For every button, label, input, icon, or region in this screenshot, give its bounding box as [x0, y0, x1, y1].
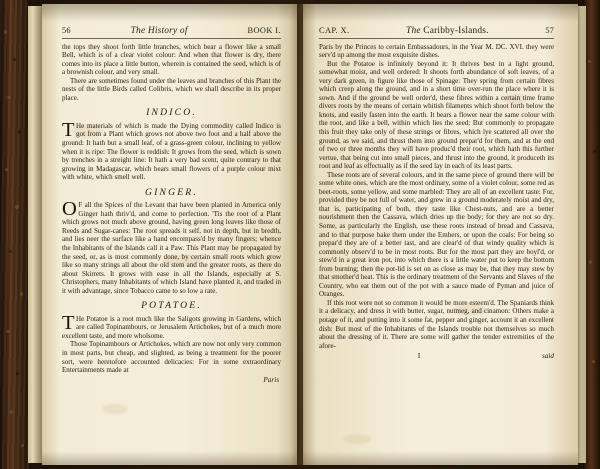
verso-head-rule	[62, 38, 281, 39]
recto-page	[303, 4, 578, 465]
recto-chapter-label: CAP. X.	[319, 26, 350, 35]
verso-running-head	[62, 26, 281, 36]
recto-paragraph: These roots are of several colours, and in the same piece of ground there will be some white ones, which are the most ordinary, some of a violet colour, some red as beet-roots, some yellow, and some marbled: They are all of an excellent taste: For, provided they be not full of water, and grew in a ground moderately moist and dry, that is, participating of both, they taste like Chest-nuts, and are a better nourishment then the Cassava, which dries up the body; for they are not so dry. Some, as particularly the English, use these roots instead of bread and Cassava, and to that purpose bake them under the Embers, or upon the coals: For being so prepar'd they are of a better tast, and are clear'd of that windy quality which is commonly observ'd to be in most roots. But for the most part they are boyl'd, or stew'd in a great iron pot, into which there is a little water put to keep the bottom from burning; then the pot-lid is set on as close as may be, that they may stew by that smother'd heat. This is the ordinary treatment of the Servants and Slaves of the Country, who eat them out of the pot with a sauce made of Pyman and juice of Oranges.	[319, 170, 554, 299]
section-heading-ginger: GINGER.	[145, 186, 198, 198]
recto-page-number: 57	[545, 26, 554, 35]
recto-signature-line	[319, 351, 554, 360]
verso-page-number: 56	[62, 26, 71, 35]
verso-paragraph: He materials of which is made the Dying commodity called Indico is got from a Plant which grows not above two foot and a half above the ground: It hath but a small leaf, of a grass-green colour, inclining to yellow when it is ripe: The flower is reddish: It grows from the seed, which is sown by trenches in a streight line: It hath a very bad scent, quite contrary to that growing in Madagascar, which bears small flowers of a purple colour mixt with white, which smell well.	[62, 121, 281, 182]
verso-paragraph: F all the Spices of the Levant that have been planted in America only Ginger hath thriv'd, and come to perfection. 'Tis the root of a Plant which grows not much above ground, having green long leaves like those of Reeds and Sugar-canes: The root spreads it self, not in depth, but in bredth, and lies neer the surface like a hand encompass'd by many fingers; whence the Inhabitants of the Islands call it a Paw. This Plant may be propagated by the seed, or, as is most commonly done, by certain small roots which grow like so many strings all about the old stem and the greater roots, as there do about Skirrets. It grows with ease in all the Islands, especially at S. Christophers, many Inhabitants of which Island have planted it, and traded in it with advantage, since Tobacco came to so low a rate.	[62, 201, 281, 295]
recto-body	[319, 43, 554, 351]
verso-section-indico	[62, 118, 281, 182]
verso-paragraph: He Potatoe is a root much like the Saligots growing in Gardens, which are called Topinambours, or Jerusalem Artichokes, but of a much more excellent taste, and more wholsome.	[62, 314, 281, 340]
recto-catchword: said	[542, 352, 554, 361]
verso-running-title: The History of	[130, 26, 188, 36]
recto-paragraph: But the Potatoe is infinitely beyond it: It thrives best in a light ground, somewhat moist, and well ordered: It shoots forth abundance of soft leaves, of a very dark green, in figure like those of Spinage: They spring from certain fibres which creep along the ground, and in a short time over-run the place where it is sown. And if the ground be well order'd, these fibres within a certain time frame divers roots by the means of certain whitish filaments which shoot forth below the knots, and easily fasten into the earth. It bears a flower near the same colour with the root, and like a bell, within which lies the seed: But commonly to propagate this fruit they take only of these strings or fibres, which lye scattered all over the ground, as we said, and thrust them into ground prepar'd for them, and at the end of two or three months they will have produc'd their root, which hath this further vertue, that being cut into small pieces, and thrust into the ground, it produceth its root and leaf as effectually as if the seed lay in each of its least parts.	[319, 59, 554, 171]
recto-head-rule	[319, 38, 554, 39]
verso-section-ginger	[62, 198, 281, 295]
recto-running-title: The Caribby-Islands.	[406, 26, 489, 36]
section-heading-potatoe: POTATOE.	[141, 300, 202, 312]
verso-paragraph: Those Topinambours or Artichokes, which are now not only very common in most parts, but cheap, and slighted, as being a treatment for the poorer sort, were heretofore accounted delicacies: For in some extraordinary Entertainments made at	[62, 340, 281, 375]
binding-left-board	[0, 0, 31, 469]
signature-mark: I	[417, 351, 421, 361]
verso-book-label: BOOK I.	[247, 26, 281, 35]
recto-paragraph: Paris by the Princes to certain Embassadours, in the Year M. DC. XVI. they were serv'd up among the most exquisite dishes.	[319, 42, 554, 60]
drop-cap: T	[62, 118, 75, 141]
verso-paragraph: the tops they shoot forth little branches, which bear a flower like a small Bell, which is of a clear violet colour: And when that flower is dry, there comes into its place a little button, wherein is contained the seed, which is of a brownish colour, and very small.	[62, 42, 281, 77]
drop-cap: O	[62, 198, 77, 221]
verso-page	[42, 4, 297, 465]
recto-paragraph: If this root were not so common it would be more esteem'd. The Spaniards think it a delicacy, and dress it with butter, sugar, nutmeg, and cinamon: Others make a potage of it, and putting into it some fat, pepper and ginger, account it an excellent dish: But most of the Inhabitants of the Islands trouble not themselves so much about the dressing of it. There are some will gather the tender extremities of the afore-	[319, 298, 554, 350]
verso-catchword: Paris	[263, 375, 279, 384]
section-heading-indico: INDICO.	[146, 107, 197, 119]
drop-cap: T	[62, 311, 75, 334]
verso-paragraph: There are sometimes found under the leaves and branches of this Plant the nests of the little Birds called Colibris, which we shall describe in its proper place.	[62, 76, 281, 102]
verso-body	[62, 43, 281, 375]
recto-running-head	[319, 26, 554, 36]
verso-section-potatoe	[62, 311, 281, 341]
